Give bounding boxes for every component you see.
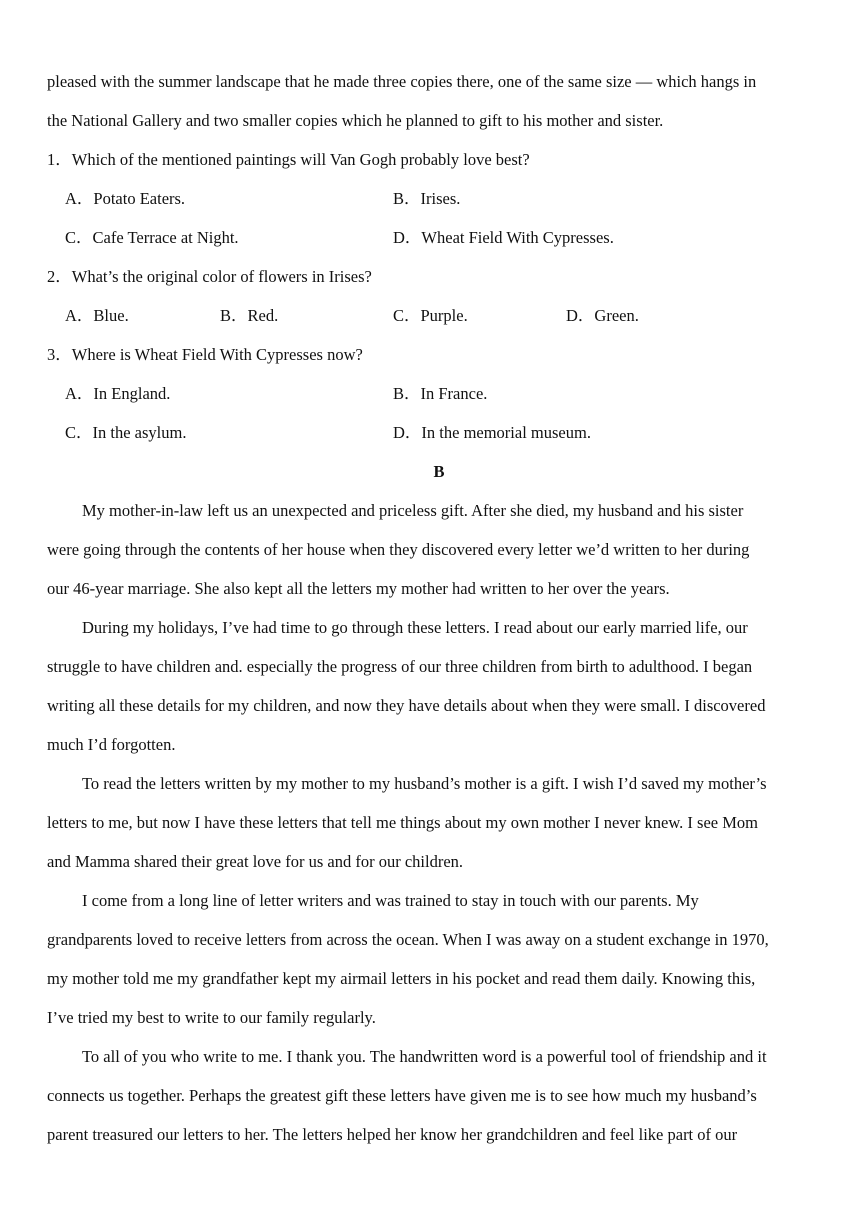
- question-3-stem: 3．Where is Wheat Field With Cypresses now?: [47, 345, 363, 364]
- section-title: B: [433, 462, 445, 481]
- question-1-option-c: C．Cafe Terrace at Night.: [65, 228, 239, 247]
- passage-line: struggle to have children and. especially the progress of our three children from birth to adulthood. I began: [47, 657, 753, 676]
- question-2-option-b: B．Red.: [220, 306, 279, 325]
- passage-line: and Mamma shared their great love for us and for our children.: [47, 852, 464, 871]
- passage-line: much I’d forgotten.: [47, 735, 176, 754]
- passage-line: I’ve tried my best to write to our family regularly.: [47, 1008, 376, 1027]
- question-3-option-d: D．In the memorial museum.: [393, 423, 591, 442]
- passage-line: writing all these details for my children, and now they have details about when they were small. I discovered: [47, 696, 766, 715]
- question-1-stem: 1．Which of the mentioned paintings will Van Gogh probably love best?: [47, 150, 530, 169]
- passage-line: My mother-in-law left us an unexpected and priceless gift. After she died, my husband and his sister: [82, 501, 744, 520]
- passage-line: During my holidays, I’ve had time to go through these letters. I read about our early married life, our: [82, 618, 748, 637]
- question-1-option-d: D．Wheat Field With Cypresses.: [393, 228, 614, 247]
- passage-line: To read the letters written by my mother to my husband’s mother is a gift. I wish I’d saved my mother’s: [82, 774, 767, 793]
- passage-line: were going through the contents of her house when they discovered every letter we’d written to her during: [47, 540, 750, 559]
- passage-line: parent treasured our letters to her. The letters helped her know her grandchildren and feel like part of our: [47, 1125, 738, 1144]
- intro-line-1: pleased with the summer landscape that he made three copies there, one of the same size — which hangs in: [47, 72, 757, 91]
- question-1-option-a: A．Potato Eaters.: [65, 189, 186, 208]
- question-2-option-a: A．Blue.: [65, 306, 129, 325]
- passage-line: connects us together. Perhaps the greatest gift these letters have given me is to see how much my husband’s: [47, 1086, 757, 1105]
- passage-line: letters to me, but now I have these letters that tell me things about my own mother I never knew. I see Mom: [47, 813, 758, 832]
- intro-line-2: the National Gallery and two smaller copies which he planned to gift to his mother and sister.: [47, 111, 664, 130]
- question-3-option-b: B．In France.: [393, 384, 488, 403]
- passage-line: grandparents loved to receive letters from across the ocean. When I was away on a student exchange in 1970,: [47, 930, 769, 949]
- question-3-option-c: C．In the asylum.: [65, 423, 187, 442]
- question-3-option-a: A．In England.: [65, 384, 171, 403]
- question-2-option-d: D．Green.: [566, 306, 639, 325]
- question-2-stem: 2．What’s the original color of flowers in Irises?: [47, 267, 372, 286]
- question-1-option-b: B．Irises.: [393, 189, 461, 208]
- passage-line: To all of you who write to me. I thank you. The handwritten word is a powerful tool of friendship and it: [82, 1047, 767, 1066]
- passage-line: I come from a long line of letter writers and was trained to stay in touch with our parents. My: [82, 891, 699, 910]
- passage-line: our 46-year marriage. She also kept all the letters my mother had written to her over the years.: [47, 579, 670, 598]
- passage-line: my mother told me my grandfather kept my airmail letters in his pocket and read them daily. Knowing this,: [47, 969, 756, 988]
- question-2-option-c: C．Purple.: [393, 306, 468, 325]
